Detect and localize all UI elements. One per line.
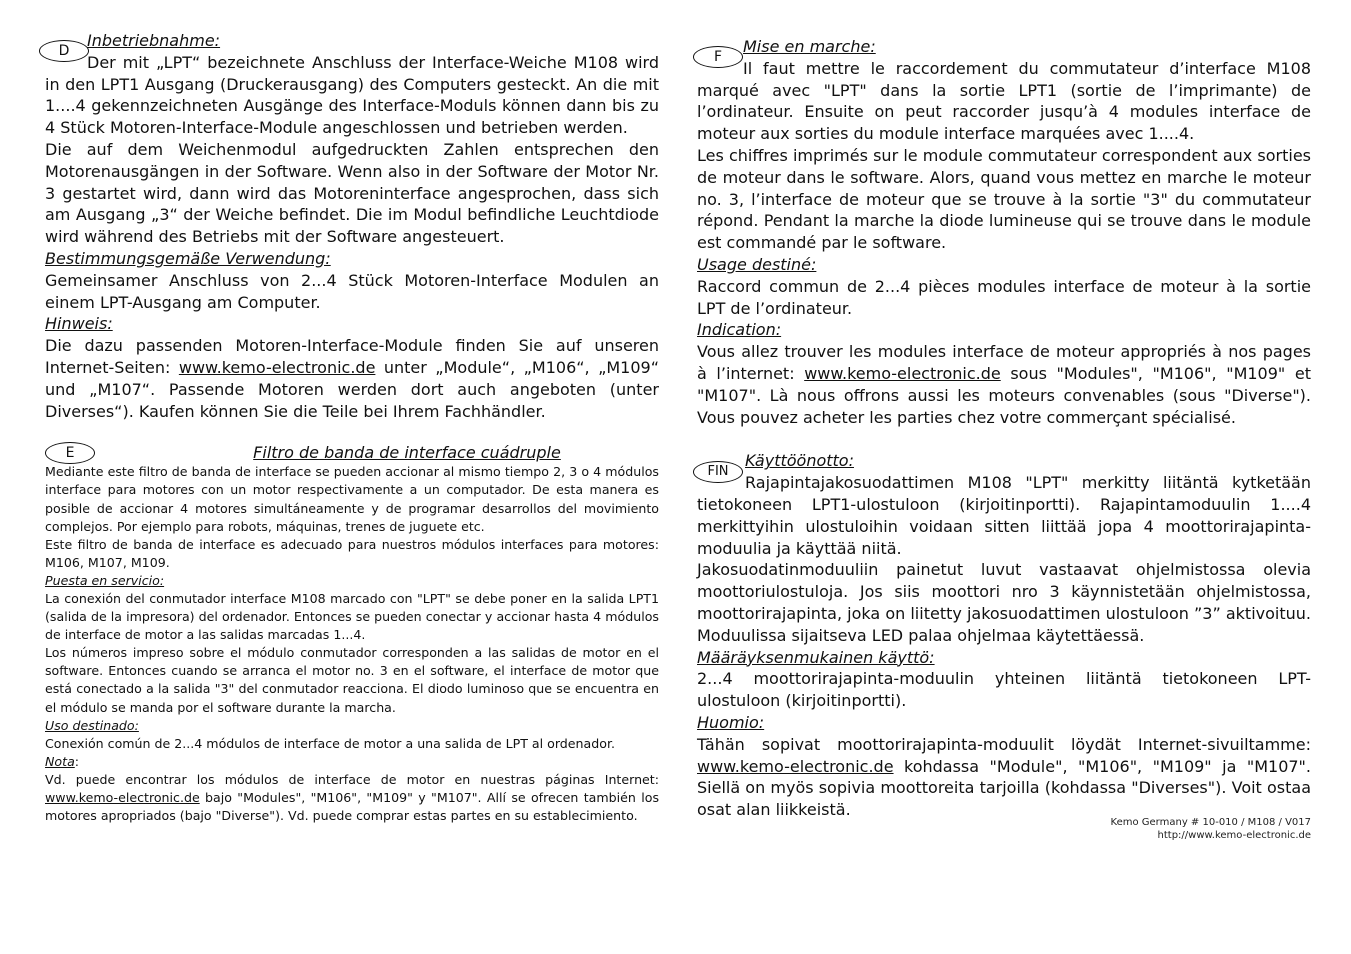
heading-uso: Uso destinado: (45, 717, 139, 733)
title-filtro: Filtro de banda de interface cuádruple (253, 443, 561, 463)
paragraph-fr-2: Les chiffres imprimés sur le module commutateur correspondent aux sorties de moteur dans le software. Alors, quand vous mettez en marche le moteur no. 3, l’interface de moteur que se trouve à la sortie "3" du commutateur répond. Pendant la marche la diode lumineuse qui se trouve dans le module est commandé par le software. (697, 145, 1311, 253)
heading-hinweis: Hinweis: (45, 314, 113, 334)
section-french (697, 36, 1311, 428)
heading-huomio: Huomio: (697, 712, 765, 732)
link-kemo-de[interactable]: www.kemo-electronic.de (178, 357, 376, 377)
heading-usage: Usage destiné: (697, 254, 817, 274)
language-badge-fr: F (693, 46, 743, 68)
paragraph-fr-3: Raccord commun de 2...4 pièces modules interface de moteur à la sortie LPT de l’ordinateur. (697, 276, 1311, 318)
language-badge-es: E (45, 442, 95, 464)
paragraph-de-1: Der mit „LPT“ bezeichnete Anschluss der Interface-Weiche M108 wird in den LPT1 Ausgang (Druckerausgang) des Computers gesteckt. An die mit 1....4 gekennzeichneten Ausgänge des Interface-Moduls können dann bis zu 4 Stück Motoren-Interface-Module angeschlossen und betrieben werden. (45, 52, 659, 138)
paragraph-fi-2: Jakosuodatinmoduuliin painetut luvut vastaavat ohjelmistossa olevia moottoriulostuloja. Jos siis moottori nro 3 käynnistetään ohjelmistossa, moottorirajapinta, joka on liitetty jakosuodattimen ulostuloon ”3” aktivoituu. Moduulissa sijaitseva LED palaa ohjelmaa käytettäessä. (697, 560, 1311, 645)
heading-verwendung: Bestimmungsgemäße Verwendung: (45, 248, 331, 268)
paragraph-fr-4a: Vous allez trouver les modules interface de moteur appropriés à nos pages à l’internet: (697, 342, 1311, 383)
paragraph-es-5: Conexión común de 2...4 módulos de interface de motor a una salida de LPT al ordenador. (45, 735, 615, 751)
heading-inbetriebnahme: Inbetriebnahme: (87, 31, 221, 50)
link-kemo-fi[interactable]: www.kemo-electronic.de (697, 756, 894, 776)
section-finnish (697, 450, 1311, 821)
paragraph-es-1: Mediante este filtro de banda de interface se pueden accionar al mismo tiempo 2, 3 o 4 módulos interface para motores con un motor respectivamente a un computador. De esta manera es posible de accionar 4 motores simultáneamente y de programar desarrollos del movimiento complejos. Por ejemplo para robots, máquinas, trenes de juguete etc. (45, 464, 659, 534)
section-spanish: E Filtro de banda de interface cuádruple Mediante este filtro de banda de interface se pueden accionar al mismo tiempo 2, 3 o 4 módulos interface para motores con un motor respectivamente a un computador. De esta manera es posible de accionar 4 motores simultáneamente y de programar desarrollos del movimiento complejos. Por ejemplo para robots, máquinas, trenes de juguete etc. Este filtro de banda de interface es adecuado para nuestros módulos interfaces para motores: M106, M107, M109. Puesta en servicio: La conexión del conmutador interface M108 marcado con "LPT" se debe poner en la salida LPT1 (salida de la impresora) del ordenador. Entonces se pueden conectar y accionar hasta 4 módulos de interface de motor a las salidas marcadas 1...4. Los números impreso sobre el módulo conmutador corresponden a las salidas de motor en el software. Entonces cuando se arranca el motor no. 3 en el software, el interface de motor que está conectado a la salida "3" del conmutador reacciona. El diodo luminoso que se encuentra en el módulo se manda por el software durante la marcha. Uso destinado: Conexión común de 2...4 módulos de interface de motor a una salida de LPT al ordenador. Nota: Vd. puede encontrar los módulos de interface de motor en nuestras páginas Internet: www.kemo-electronic.de bajo "Modules", "M106", "M109" y "M107". Allí se ofrecen también los motores apropriados (bajo "Diverse"). Vd. puede comprar estas partes en su establecimiento. (45, 443, 659, 824)
heading-puesta: Puesta en servicio: (45, 572, 165, 588)
paragraph-es-6b: bajo "Modules", "M106", "M109" y "M107". Allí se ofrecen también los motores apropriados (bajo "Diverse"). Vd. puede comprar estas partes en su establecimiento. (45, 790, 659, 824)
paragraph-es-4: Los números impreso sobre el módulo conmutador corresponden a las salidas de motor en el software. Entonces cuando se arranca el motor no. 3 en el software, el interface de motor que está conectado a la salida "3" del conmutador reacciona. El diodo luminoso que se encuentra en el módulo se manda por el software durante la marcha. (45, 645, 659, 715)
paragraph-de-4b: unter „Module“, „M106“, „M109“ und „M107“. Passende Motoren werden dort auch angeboten (unter Diverses“). Kaufen können Sie die Teile bei Ihrem Fachhändler. (45, 357, 659, 421)
paragraph-de-2: Die auf dem Weichenmodul aufgedruckten Zahlen entsprechen den Motorenausgängen in der Software. Wenn also in der Software der Motor Nr. 3 gestartet wird, dann wird das Motoreninterface angesprochen, dass sich am Ausgang „3“ der Weiche befindet. Die im Modul befindliche Leuchtdiode wird während des Betriebs mit der Software angesteuert. (45, 139, 659, 247)
heading-kayttoonotto: Käyttöönotto: (745, 451, 854, 471)
paragraph-de-3: Gemeinsamer Anschluss von 2...4 Stück Motoren-Interface Modulen an einem LPT-Ausgang am Computer. (45, 270, 659, 312)
right-column (697, 36, 1311, 821)
paragraph-de-4a: Die dazu passenden Motoren-Interface-Module finden Sie auf unseren Internet-Seiten: (45, 336, 659, 377)
paragraph-fi-4b: kohdassa "Module", "M106", "M109" ja "M107". Siellä on myös sopivia moottoreita tarjoilla (kohdassa "Diverses"). Voit ostaa osat alan liikkeistä. (697, 756, 1311, 820)
footer-url[interactable]: http://www.kemo-electronic.de (1157, 830, 1311, 841)
paragraph-es-2: Este filtro de banda de interface es adecuado para nuestros módulos interfaces para motores: M106, M107, M109. (45, 536, 659, 570)
footer-product-id: Kemo Germany # 10-010 / M108 / V017 (1110, 817, 1311, 828)
paragraph-fi-4a: Tähän sopivat moottorirajapinta-moduulit löydät Internet-sivuiltamme: (697, 734, 1311, 754)
paragraph-fr-4b: sous "Modules", "M106", "M109" et "M107". Là nous offrons aussi les moteurs convenables (sous "Diverse"). Vous pouvez acheter les parties chez votre commerçant spécialisé. (697, 363, 1311, 427)
heading-mise-en-marche: Mise en marche: (743, 37, 876, 56)
paragraph-es-3: La conexión del conmutador interface M108 marcado con "LPT" se debe poner en la salida LPT1 (salida de la impresora) del ordenador. Entonces se pueden conectar y accionar hasta 4 módulos de interface de motor a las salidas marcadas 1...4. (45, 591, 659, 643)
heading-maaraykset: Määräyksenmukainen käyttö: (697, 647, 935, 667)
paragraph-fi-1: Rajapintajakosuodattimen M108 "LPT" merkitty liitäntä kytketään tietokoneen LPT1-ulostuloon (kirjoitinportti). Rajapintamoduulin 1....4 merkittyihin ulostuloihin voidaan sitten liittää jopa 4 moottorirajapinta-moduulia ja käyttää niitä. (697, 473, 1311, 558)
heading-indication: Indication: (697, 320, 782, 340)
paragraph-es-6a: Vd. puede encontrar los módulos de interface de motor en nuestras páginas Internet: (45, 771, 659, 787)
link-kemo-fr[interactable]: www.kemo-electronic.de (804, 363, 1001, 383)
heading-nota: Nota (45, 753, 75, 769)
language-badge-fi: FIN (693, 461, 743, 483)
left-column (45, 30, 659, 825)
footer (1111, 816, 1311, 842)
paragraph-fr-1: Il faut mettre le raccordement du commutateur d’interface M108 marqué avec "LPT" dans la sortie LPT1 (sortie de l’imprimante) de l’ordinateur. Ensuite on peut raccorder jusqu’à 4 modules interface de moteur aux sorties du module interface marquées avec 1....4. (697, 58, 1311, 144)
paragraph-fi-3: 2...4 moottorirajapinta-moduulin yhteinen liitäntä tietokoneen LPT-ulostuloon (kirjoitinportti). (697, 669, 1311, 711)
section-german (45, 30, 659, 422)
language-badge-de: D (39, 40, 89, 62)
link-kemo-es[interactable]: www.kemo-electronic.de (45, 790, 200, 806)
